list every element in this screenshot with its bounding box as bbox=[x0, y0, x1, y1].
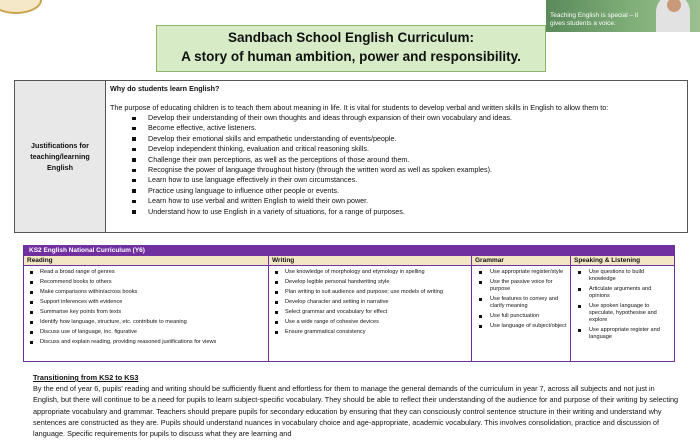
grammar-list bbox=[472, 266, 570, 330]
list-item: Use the passive voice for purpose bbox=[472, 279, 568, 293]
grammar-column-title: Grammar bbox=[472, 256, 570, 266]
ks2-curriculum-table bbox=[23, 245, 675, 362]
justifications-intro: The purpose of educating children is to teach them about meaning in life. It is vital for students to develop verbal and written skills in English to allow them to: bbox=[110, 103, 609, 112]
justifications-heading: Why do students learn English? bbox=[110, 84, 220, 93]
reading-column bbox=[24, 256, 269, 361]
list-item: Learn how to use verbal and written English to wield their own power. bbox=[110, 196, 683, 206]
photo-caption: Teaching English is special – it gives students a voice. bbox=[550, 12, 639, 27]
writing-list bbox=[269, 266, 471, 336]
reading-column-title: Reading bbox=[24, 256, 268, 266]
transition-heading: Transitioning from KS2 to KS3 bbox=[33, 373, 139, 382]
justifications-list bbox=[110, 113, 683, 217]
list-item: Use a wide range of cohesive devices bbox=[269, 319, 469, 326]
page-title: Sandbach School English Curriculum: bbox=[227, 30, 475, 45]
list-item: Discuss and explain reading, providing reasoned justifications for views bbox=[24, 339, 266, 346]
justifications-label: Justifications for teaching/learning English bbox=[15, 81, 106, 232]
list-item: Develop their emotional skills and empathetic understanding of events/people. bbox=[110, 134, 683, 144]
transition-section bbox=[33, 372, 681, 439]
speaking-listening-column-title: Speaking & Listening bbox=[571, 256, 674, 266]
list-item: Select grammar and vocabulary for effect bbox=[269, 309, 469, 316]
teacher-photo bbox=[546, 0, 700, 32]
list-item: Challenge their own perceptions, as well as the perceptions of those around them. bbox=[110, 155, 683, 165]
list-item: Develop their understanding of their own thoughts and ideas through expansion of their own vocabulary and ideas. bbox=[110, 113, 683, 123]
transition-body: By the end of year 6, pupils' reading and writing should be sufficiently fluent and effortless for them to manage the general demands of the curriculum in year 7, across all subjects and not just in English, but there will continue to be a need for pupils to learn subject-specific vocabulary. They should be able to reflect their understanding of the audience for and purpose of their writing by selecting appropriate vocabulary and grammar. Teachers should prepare pupils for secondary education by ensuring that they can consciously control sentence structure in their writing and understand why sentences are constructed as they are. Pupils should understand nuances in vocabulary choice and age-appropriate, academic vocabulary. This involves consolidation, practice and discussion of language. Specific requirements for pupils to discuss what they are learning and bbox=[33, 384, 679, 439]
list-item: Articulate arguments and opinions bbox=[571, 286, 672, 300]
writing-column-title: Writing bbox=[269, 256, 471, 266]
list-item: Make comparisons within/across books bbox=[24, 289, 266, 296]
writing-column bbox=[269, 256, 472, 361]
ks2-table-header: KS2 English National Curriculum (Y6) bbox=[24, 246, 674, 256]
list-item: Develop independent thinking, evaluation and critical reasoning skills. bbox=[110, 144, 683, 154]
justifications-table bbox=[14, 80, 688, 233]
list-item: Use knowledge of morphology and etymology in spelling bbox=[269, 269, 469, 276]
list-item: Use features to convey and clarify meaning bbox=[472, 296, 568, 310]
list-item: Support inferences with evidence bbox=[24, 299, 266, 306]
list-item: Develop legible personal handwriting style bbox=[269, 279, 469, 286]
list-item: Plan writing to suit audience and purpose; use models of writing bbox=[269, 289, 469, 296]
school-crest-logo bbox=[0, 0, 42, 14]
list-item: Use full punctuation bbox=[472, 313, 568, 320]
list-item: Use language of subject/object bbox=[472, 323, 568, 330]
page-title-box bbox=[156, 25, 546, 72]
grammar-column bbox=[472, 256, 571, 361]
list-item: Identify how language, structure, etc. contribute to meaning bbox=[24, 319, 266, 326]
speaking-listening-list bbox=[571, 266, 674, 341]
list-item: Become effective, active listeners. bbox=[110, 123, 683, 133]
list-item: Use appropriate register and language bbox=[571, 327, 672, 341]
list-item: Recognise the power of language throughout history (through the written word as well as spoken examples). bbox=[110, 165, 683, 175]
list-item: Read a broad range of genres bbox=[24, 269, 266, 276]
list-item: Use questions to build knowledge bbox=[571, 269, 672, 283]
list-item: Ensure grammatical consistency bbox=[269, 329, 469, 336]
list-item: Summarise key points from texts bbox=[24, 309, 266, 316]
list-item: Discuss use of language, inc. figurative bbox=[24, 329, 266, 336]
list-item: Practice using language to influence other people or events. bbox=[110, 186, 683, 196]
reading-list bbox=[24, 266, 268, 346]
list-item: Use appropriate register/style bbox=[472, 269, 568, 276]
list-item: Learn how to use language effectively in their own circumstances. bbox=[110, 175, 683, 185]
list-item: Develop character and setting in narrative bbox=[269, 299, 469, 306]
list-item: Understand how to use English in a variety of situations, for a range of purposes. bbox=[110, 207, 683, 217]
speaking-listening-column bbox=[571, 256, 674, 361]
list-item: Recommend books to others bbox=[24, 279, 266, 286]
list-item: Use spoken language to speculate, hypothesise and explore bbox=[571, 303, 672, 324]
page-subtitle: A story of human ambition, power and responsibility. bbox=[181, 49, 521, 64]
justifications-content bbox=[106, 81, 687, 232]
